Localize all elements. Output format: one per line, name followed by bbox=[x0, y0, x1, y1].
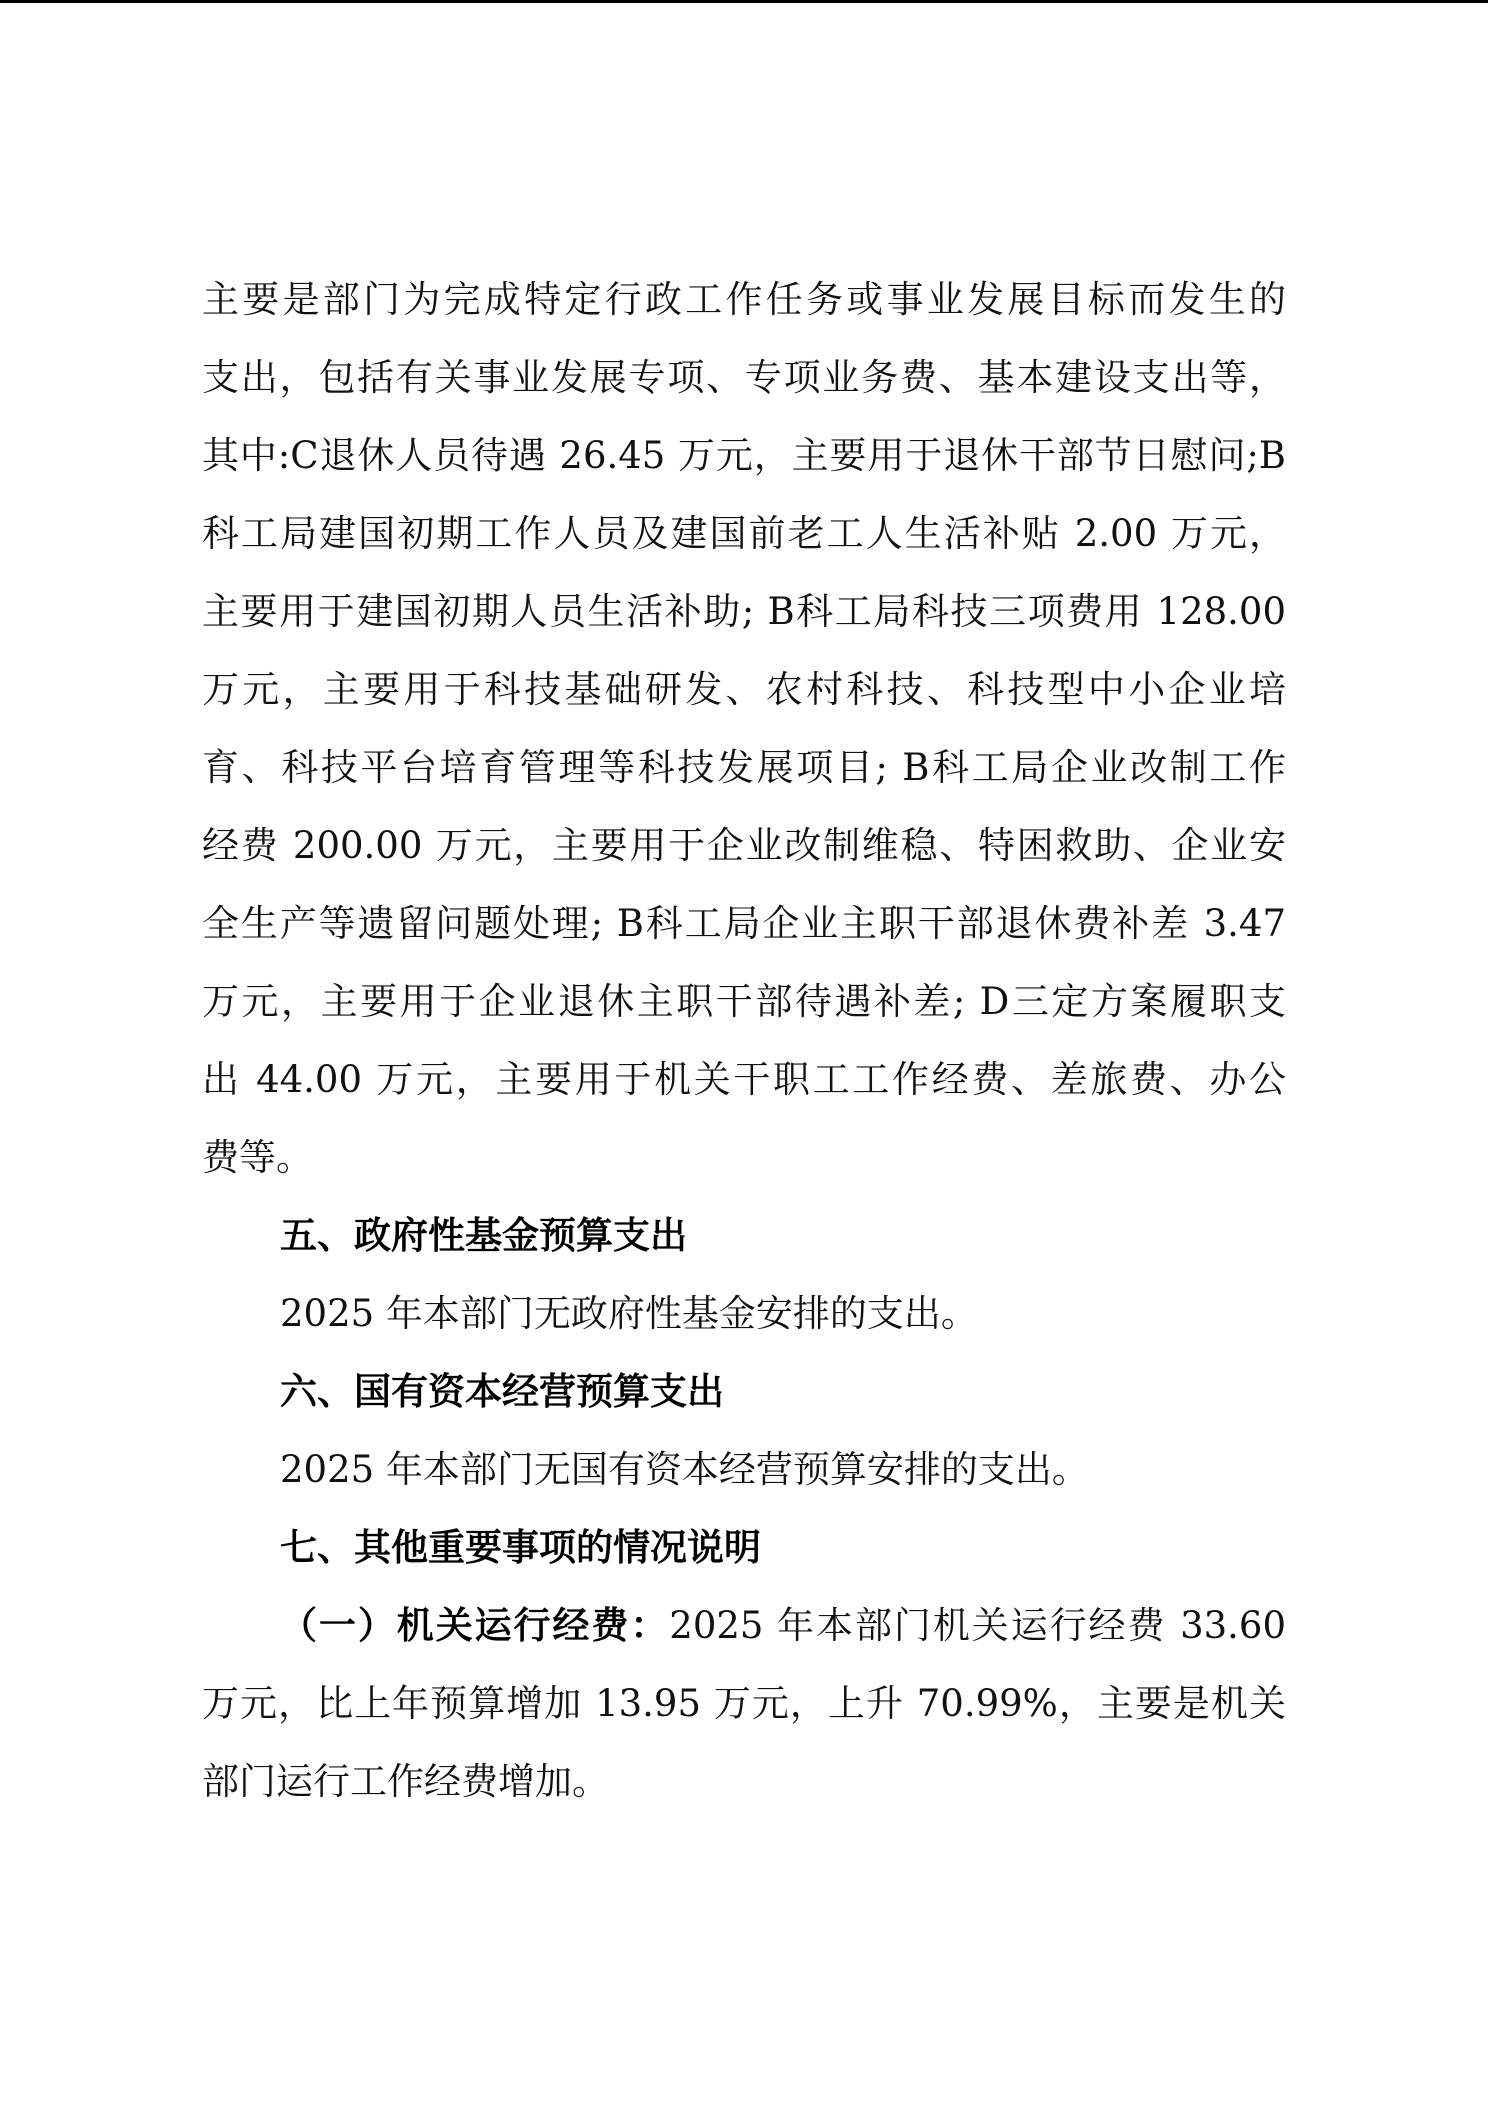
paragraph-line: 出 44.00 万元，主要用于机关干职工工作经费、差旅费、办公 bbox=[202, 1058, 1286, 1101]
paragraph-line: 万元，主要用于企业退休主职干部待遇补差; D三定方案履职支 bbox=[202, 980, 1286, 1023]
section-heading-government-fund: 五、政府性基金预算支出 bbox=[280, 1214, 687, 1257]
section-heading-state-capital: 六、国有资本经营预算支出 bbox=[280, 1370, 724, 1413]
paragraph-line: 万元，比上年预算增加 13.95 万元，上升 70.99%，主要是机关 bbox=[202, 1682, 1286, 1725]
operating-cost-line bbox=[280, 1597, 1286, 1655]
paragraph-line: 其中:C退休人员待遇 26.45 万元，主要用于退休干部节日慰问;B bbox=[202, 434, 1286, 477]
paragraph-line: 主要用于建国初期人员生活补助; B科工局科技三项费用 128.00 bbox=[202, 590, 1287, 633]
section-text-state-capital: 2025 年本部门无国有资本经营预算安排的支出。 bbox=[280, 1448, 1089, 1491]
section-heading-other-matters: 七、其他重要事项的情况说明 bbox=[280, 1526, 761, 1569]
paragraph-line: 部门运行工作经费增加。 bbox=[202, 1760, 609, 1803]
paragraph-line: 万元，主要用于科技基础研发、农村科技、科技型中小企业培 bbox=[202, 668, 1286, 711]
paragraph-line: 经费 200.00 万元，主要用于企业改制维稳、特困救助、企业安 bbox=[202, 824, 1286, 867]
operating-cost-text: 2025 年本部门机关运行经费 33.60 bbox=[669, 1604, 1287, 1647]
paragraph-line: 育、科技平台培育管理等科技发展项目; B科工局企业改制工作 bbox=[202, 746, 1286, 789]
paragraph-line: 全生产等遗留问题处理; B科工局企业主职干部退休费补差 3.47 bbox=[202, 902, 1286, 945]
paragraph-line: 支出，包括有关事业发展专项、专项业务费、基本建设支出等， bbox=[202, 356, 1286, 399]
paragraph-line: 主要是部门为完成特定行政工作任务或事业发展目标而发生的 bbox=[202, 278, 1286, 321]
operating-cost-lead: （一）机关运行经费： bbox=[280, 1604, 670, 1647]
paragraph-line: 科工局建国初期工作人员及建国前老工人生活补贴 2.00 万元， bbox=[202, 512, 1286, 555]
section-text-government-fund: 2025 年本部门无政府性基金安排的支出。 bbox=[280, 1292, 978, 1335]
paragraph-line: 费等。 bbox=[202, 1136, 313, 1179]
page-top-border bbox=[0, 0, 1488, 3]
